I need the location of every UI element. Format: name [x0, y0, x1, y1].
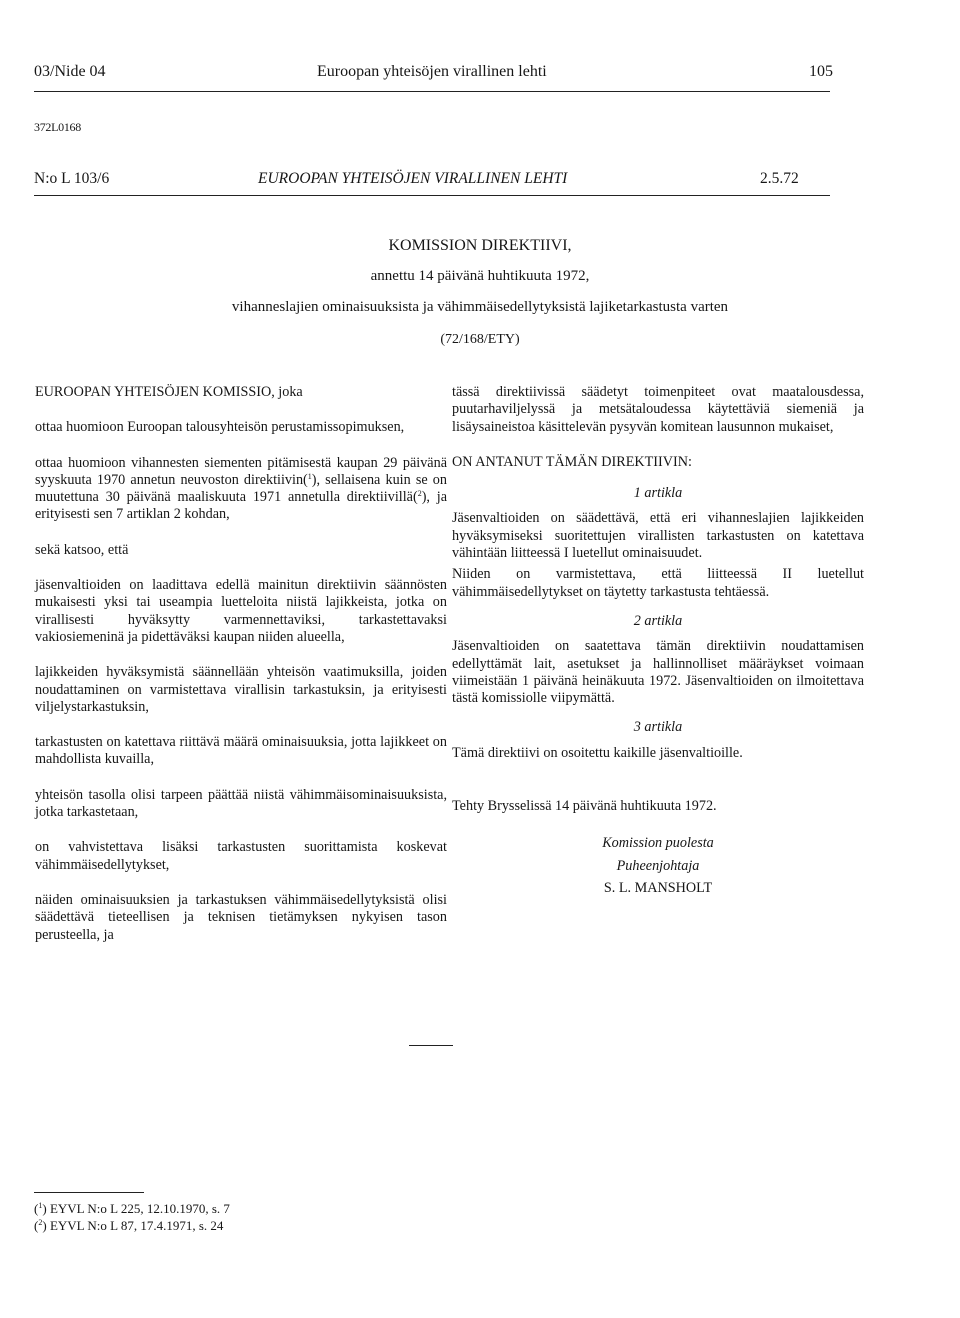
paragraph: yhteisön tasolla olisi tarpeen päättää niistä vähimmäisominaisuuksista, jotka tarkastetaan,	[35, 786, 447, 821]
paragraph: tässä direktiivissä säädetyt toimenpiteet ovat maatalousdessa, puutarhaviljelyssä ja metsätaloudessa käytettäviä siemeniä ja lisäysaineistoa käsittelevän pysyvän komitean lausunnon mukaiset,	[452, 384, 864, 435]
footnote-mark: 1	[38, 1201, 43, 1210]
enacting-formula: ON ANTANUT TÄMÄN DIREKTIIVIN:	[452, 453, 692, 470]
signature-on-behalf: Komission puolesta	[602, 835, 714, 852]
right-column	[452, 384, 864, 915]
paragraph: näiden ominaisuuksien ja tarkastuksen vähimmäisedellytyksistä olisi säädettävä tieteellisen ja teknisen tietämyksen nykyisen tason perusteella, ja	[35, 891, 447, 943]
end-divider	[409, 1045, 453, 1046]
subheader-date: 2.5.72	[760, 170, 799, 187]
subheader-journal: EUROOPAN YHTEISÖJEN VIRALLINEN LEHTI	[258, 170, 568, 187]
article-1-paragraph-2: Niiden on varmistettava, että liitteessä II luetellut vähimmäisedellytykset on täytetty tarkastusta tehtäessä.	[452, 566, 864, 600]
paragraph: tarkastusten on katettava riittävä määrä ominaisuuksia, jotta lajikkeet on mahdollista kuvailla,	[35, 734, 447, 768]
header-journal: Euroopan yhteisöjen virallinen lehti	[317, 63, 547, 80]
title-code: (72/168/ETY)	[440, 332, 520, 347]
subheader-number: N:o L 103/6	[34, 170, 110, 187]
paragraph: EUROOPAN YHTEISÖJEN KOMISSIO, joka	[35, 384, 303, 400]
paragraph-text: ), ja erityisesti sen 7 artiklan 2 kohdan,	[35, 489, 447, 523]
article-3-title: 3 artikla	[633, 719, 683, 736]
footnote-divider	[34, 1192, 144, 1193]
paragraph-text: ), sellaisena kuin se on muutettuna 30 päivänä maaliskuuta 1971 annetulla direktiivillä(	[35, 471, 447, 506]
article-2-paragraph: Jäsenvaltioiden on saatettava tämän direktiivin noudattamisen edellyttämät lait, asetukset ja hallinnolliset määräykset voimaan viimeistään 1 päivänä heinäkuuta 1972. Jäsenvaltioiden on ilmoitettava tästä komissiolle viipymättä.	[452, 638, 864, 707]
left-column	[35, 384, 447, 944]
paragraph: ottaa huomioon Euroopan talousyhteisön perustamissopimuksen,	[35, 419, 405, 436]
header-issue: 03/Nide 04	[34, 63, 106, 80]
paragraph: jäsenvaltioiden on laadittava edellä mainitun direktiivin säännösten mukaisesti yksi tai useampia luetteloita niistä lajikkeista, jotka on virallisesti hyväksytty varmennettaviksi, tarkastettavaksi vakiosiemeninä ja pidettäväksi kaupan niiden alueella,	[35, 577, 447, 645]
article-3-paragraph: Tämä direktiivi on osoitettu kaikille jäsenvaltioille.	[452, 744, 743, 761]
article-1-paragraph-1: Jäsenvaltioiden on säädettävä, että eri vihanneslajien lajikkeiden hyväksymiseksi suoritettujen virallisten tarkastusten on katettava vähintään liitteessä I luetellut ominaisuudet.	[452, 510, 864, 562]
title-subject: vihanneslajien ominaisuuksista ja vähimmäisedellytyksistä lajiketarkastusta varten	[231, 299, 729, 315]
signature-role: Puheenjohtaja	[616, 857, 700, 874]
page-number: 105	[809, 63, 833, 80]
title-date: annettu 14 päivänä huhtikuuta 1972,	[370, 268, 590, 284]
signatory-name: S. L. MANSHOLT	[603, 879, 713, 896]
paragraph-text: ottaa huomioon vihannesten siementen pitämisestä kaupan 29 päivänä syyskuuta 1970 annetun neuvoston direktiivin(	[35, 454, 447, 488]
footnote-ref: 2	[417, 489, 422, 499]
paragraph	[35, 455, 447, 524]
paragraph: lajikkeiden hyväksymistä säännellään yhteisön vaatimuksilla, joiden noudattaminen on varmistettava virallisin tarkastuksin, ja erityisesti viljelystarkastuksin,	[35, 664, 447, 715]
signing-place-date: Tehty Brysselissä 14 päivänä huhtikuuta 1972.	[452, 798, 717, 815]
article-2-title: 2 artikla	[633, 612, 683, 629]
footnote-ref: 1	[307, 471, 312, 481]
footnote-mark: 2	[38, 1218, 43, 1227]
paragraph: on vahvistettava lisäksi tarkastusten suorittamista koskevat vähimmäisedellytykset,	[35, 839, 447, 873]
footnote-text: EYVL N:o L 225, 12.10.1970, s. 7	[49, 1201, 230, 1216]
footnote-text: EYVL N:o L 87, 17.4.1971, s. 24	[49, 1218, 224, 1233]
title-directive: KOMISSION DIREKTIIVI,	[388, 237, 572, 254]
subheader-divider	[34, 195, 830, 196]
header-divider	[34, 91, 830, 92]
footnote-2: ($^2$) EYVL N:o L 87, 17.4.1971, s. 24	[34, 1218, 224, 1233]
footnote-1: ($^1$) EYVL N:o L 225, 12.10.1970, s. 7	[34, 1201, 230, 1216]
document-reference: 372L0168	[34, 120, 81, 134]
paragraph: sekä katsoo, että	[35, 541, 129, 558]
article-1-title: 1 artikla	[633, 485, 683, 502]
